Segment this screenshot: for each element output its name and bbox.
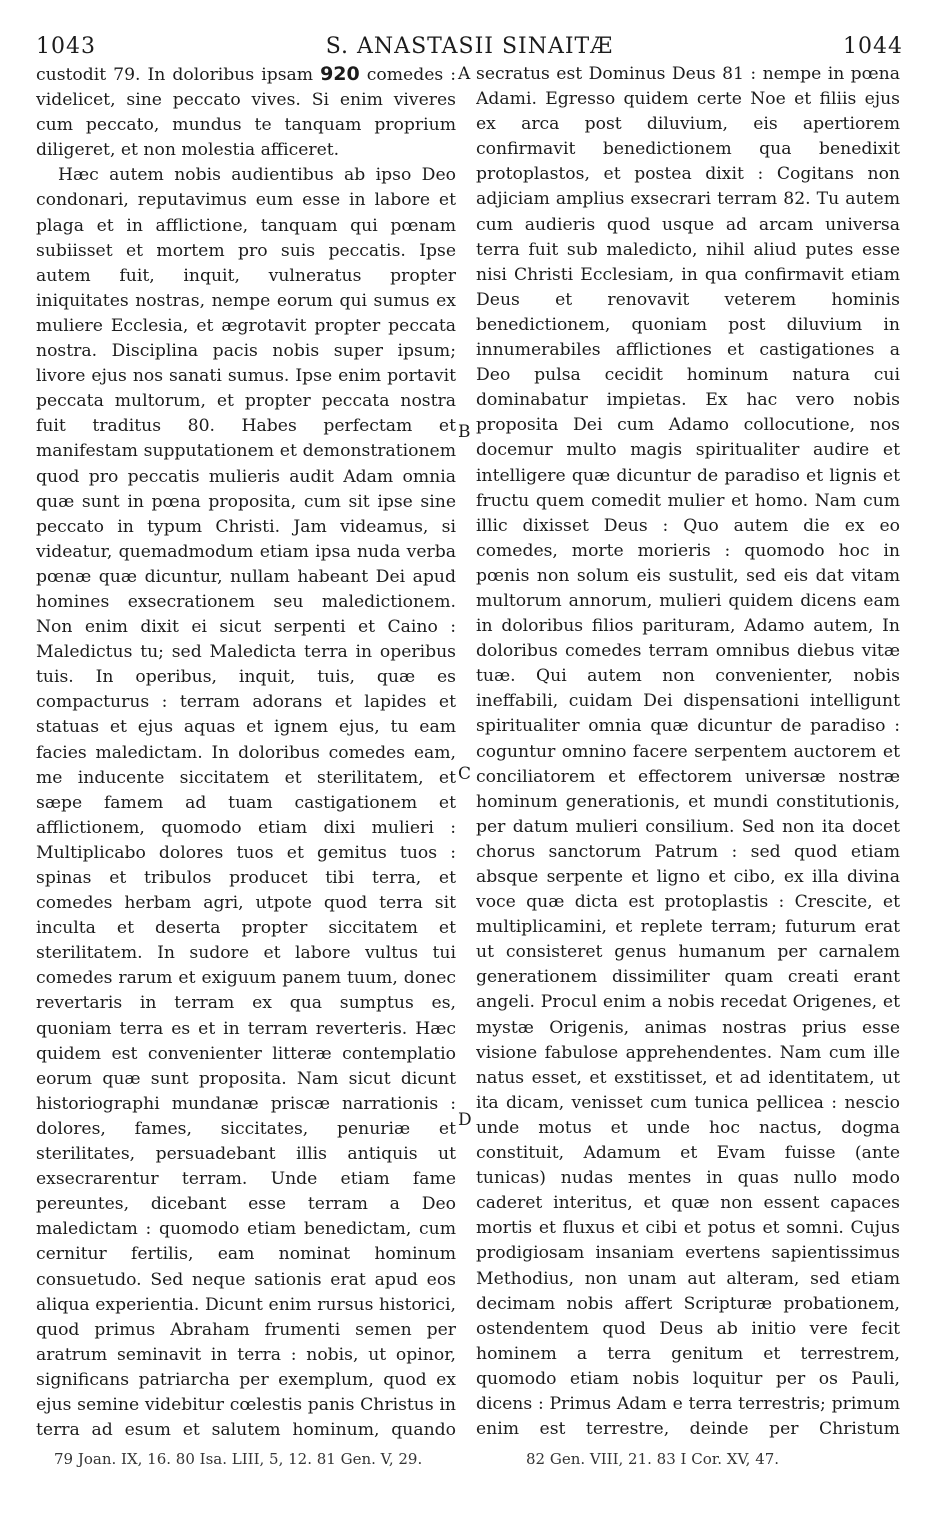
page-number-right: 1044 <box>843 34 903 59</box>
column-number: 920 <box>320 63 360 85</box>
footnotes-left: 79 Joan. IX, 16. 80 Isa. LIII, 5, 12. 81 Gen. V, 29. <box>54 1450 423 1468</box>
left-paragraph-2: Hæc autem nobis audientibus ab ipso Deo condonari, reputavimus eum esse in labore et plaga et in afflictione, tanquam qui pœnam subiisset et mortem pro suis peccatis. Ipse autem fuit, inquit, vulneratus propter iniquitates nostras, nempe eorum qui sumus ex muliere Ecclesia, et ægrotavit propter peccata nostra. Disciplina pacis nobis super ipsum; livore ejus nos sanati sumus. Ipse enim portavit peccata multorum, et propter peccata nostra fuit traditus 80. Habes perfectam et manifestam supputationem et demonstrationem quod pro peccatis mulieris audit Adam omnia quæ sunt in pœna proposita, cum sit ipse sine peccato in typum Christi. Jam videamus, si videatur, quemadmodum etiam ipsa nuda verba pœnæ quæ dicuntur, nullam habeant Dei apud homines exsecrationem seu maledictionem. Non enim dixit ei sicut serpenti et Caino : Maledictus tu; sed Maledicta terra in operibus tuis. In operibus, inquit, tuis, quæ es compacturus : terram adorans et lapides et statuas et ejus aquas et ignem ejus, tu eam facies maledictam. In doloribus comedes eam, me inducente siccitatem et sterilitatem, et sæpe famem ad tuam castigationem et afflictionem, quomodo etiam dixi mulieri : Multiplicabo dolores tuos et gemitus tuos : spinas et tribulos producet tibi terra, et comedes herbam agri, utpote quod terra sit inculta et deserta propter siccitatem et sterilitatem. In sudore et labore vultus tui comedes rarum et exiguum panem tuum, donec revertaris in terram ex qua sumptus es, quoniam terra es et in terram reverteris. Hæc quidem est convenienter litteræ contemplatio eorum quæ sunt proposita. Nam sicut dicunt historiographi mundanæ priscæ narrationis : dolores, fames, siccitates, penuriæ et sterilitates, persuadebant illis antiquis ut exsecrarentur terram. Unde etiam fame pereuntes, dicebant esse terram a Deo maledictam : quomodo etiam benedictam, cum cernitur fertilis, eam nominat hominum consuetudo. Sed neque sationis erat apud eos aliqua experientia. Dicunt enim rursus historici, quod primus Abraham frumenti semen per aratrum seminavit in terra : nobis, ut opinor, significans patriarcha per exemplum, quod ex ejus semine videbitur cœlestis panis Christus in terra ad esum et salutem hominum, quando <box>36 165 456 1441</box>
left-first-line: custodit 79. In doloribus ipsam <box>36 65 314 85</box>
margin-letter-c: C <box>458 764 472 784</box>
footnotes-right: 82 Gen. VIII, 21. 83 I Cor. XV, 47. <box>526 1450 780 1468</box>
running-header <box>36 34 903 64</box>
right-paragraph: secratus est Dominus Deus 81 : nempe in pœna Adami. Egresso quidem certe Noe et filiis ejus ex arca post diluvium, eis apertiorem confirmavit benedictionem qua benedixit protoplastos, et postea dixit : Cogitans non adjiciam amplius exsecrari terram 82. Tu autem cum audieris quod usque ad arcam universa terra fuit sub maledicto, nihil aliud putes esse nisi Christi Ecclesiam, in qua confirmavit etiam Deus et renovavit veterem hominis benedictionem, quoniam post diluvium in innumerabiles afflictiones et castigationes a Deo pulsa cecidit hominum natura cui dominabatur impietas. Ex hac vero nobis proposita Dei cum Adamo collocutione, nos docemur multo magis spiritualiter audire et intelligere quæ dicuntur de paradiso et lignis et fructu quem comedit mulier et homo. Nam cum illic dixisset Deus : Quo autem die ex eo comedes, morte morieris : quomodo hoc in pœnis non solum eis sustulit, sed eis dat vitam multorum annorum, mulieri quidem dicens eam in doloribus filios parituram, Adamo autem, In doloribus comedes terram omnibus diebus vitæ tuæ. Qui autem non convenienter, nobis ineffabili, cuidam Dei dispensationi intelligunt spiritualiter omnia quæ dicuntur de paradiso : coguntur omnino facere serpentem auctorem et conciliatorem et effectorem universæ nostræ hominum generationis, et mundi constitutionis, per datum mulieri consilium. Sed non ita docet chorus sanctorum Patrum : sed quod etiam absque serpente et ligno et cibo, ex illa divina voce quæ dicta est protoplastis : Crescite, et multiplicamini, et replete terram; futurum erat ut consisteret genus humanum per carnalem generationem dissimiliter quam creati erant angeli. Procul enim a nobis recedat Origenes, et mystæ Origenis, animas nostras prius esse visione fabulose apprehendentes. Nam cum ille natus esset, et exstitisset, et ad identitatem, ut ita dicam, venisset cum tunica pellicea : nescio unde motus et unde hoc nactus, dogma constituit, Adamum et Evam fuisse (ante tunicas) nudas mentes in quas nullo modo caderet interitus, et quæ non essent capaces mortis et fluxus et cibi et potus et somni. Cujus prodigiosam insaniam evertens sapientissimus Methodius, non unam aut alteram, sed etiam decimam nobis affert Scripturæ probationem, ostendentem quod Deus ab initio vere fecit hominem a terra genitum et terrestrem, quomodo etiam nobis loquitur per os Pauli, dicens : Primus Adam e terra terrestris; primum enim est terrestre, deinde per Christum <box>476 64 900 1440</box>
left-paragraph-1 <box>36 62 456 163</box>
running-title: S. ANASTASII SINAITÆ <box>325 34 614 59</box>
left-column <box>36 62 456 1442</box>
margin-letter-a: A <box>458 64 471 84</box>
right-column <box>476 62 900 1442</box>
margin-letter-d: D <box>458 1110 472 1130</box>
margin-letter-b: B <box>458 422 471 442</box>
page-number-left: 1043 <box>36 34 96 59</box>
footnotes <box>36 1450 903 1478</box>
left-first-paragraph-rest: comedes : videlicet, sine peccato vives. Si enim viveres cum peccato, mundus te tanquam proprium diligeret, et non molestia afficeret. <box>36 65 456 161</box>
